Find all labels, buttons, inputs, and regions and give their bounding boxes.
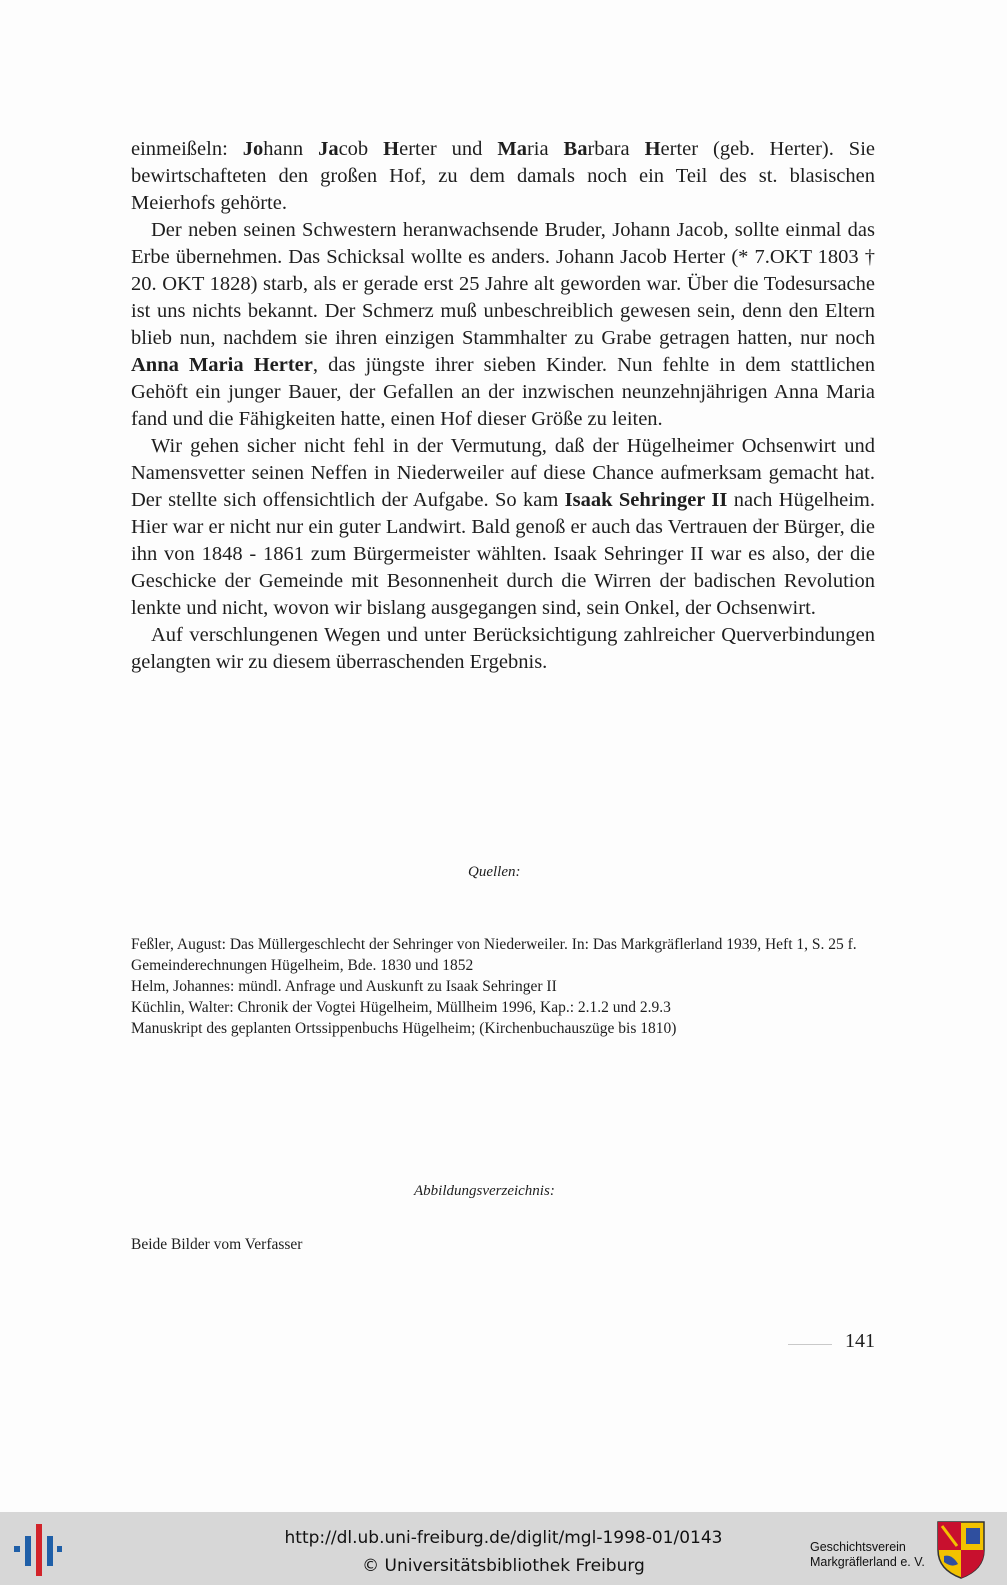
text-run: erter (geb. Herter). Sie bewirtschafteten den großen Hof, zu dem damals noch ein Teil des st. blasischen Meierhofs gehörte. [131, 138, 876, 214]
text-run: cob [338, 138, 384, 160]
bold-run: Jo [242, 138, 264, 160]
text-run: hann [263, 138, 319, 160]
text-run: , das jüngste ihrer sieben Kinder. Nun fehlte in dem stattlichen Gehöft ein junger Bauer, der Gefallen an der inzwischen neunzehnjährigen Anna Maria fand und die Fähigkeiten hatte, einen Hof dieser Größe zu leiten. [131, 354, 875, 430]
text-run: ria [526, 138, 564, 160]
text-run: einmeißeln: [131, 138, 243, 160]
sources-list [131, 934, 876, 1039]
society-name [810, 1540, 926, 1570]
text-run: Der neben seinen Schwestern heranwachsende Bruder, Johann Jacob, sollte einmal das Erbe übernehmen. Das Schicksal wollte es anders. Johann Jacob Herter (* 7.OKT 1803 † 20. OKT 1828) starb, als er gerade erst 25 Jahre alt geworden war. Über die Todesursache ist uns nichts bekannt. Der Schmerz muß unbeschreiblich gewesen sein, denn den Eltern blieb nun, nachdem sie ihren einzigen Stammhalter zu Grabe getragen hatten, nur noch [131, 219, 875, 349]
bold-run: Anna Maria Herter [131, 354, 313, 376]
source-entry: Manuskript des geplanten Ortssippenbuchs Hügelheim; (Kirchenbuchauszüge bis 1810) [131, 1020, 677, 1037]
society-line-1: Geschichtsverein [810, 1540, 906, 1554]
text-run: nach Hügelheim. Hier war er nicht nur ein guter Landwirt. Bald genoß er auch das Vertrauen der Bürger, die ihn von 1848 - 1861 zum Bürgermeister wählten. Isaak Sehringer II war es also, der die Geschicke der Gemeinde mit Besonnenheit durch die Wirren der badischen Revolution lenkte und nicht, wovon wir bislang ausgegangen sind, sein Onkel, der Ochsenwirt. [131, 489, 875, 619]
source-entry: Gemeinderechnungen Hügelheim, Bde. 1830 und 1852 [131, 957, 474, 974]
footer-url[interactable]: http://dl.ub.uni-freiburg.de/diglit/mgl-1998-01/0143 [284, 1528, 723, 1548]
figures-credit: Beide Bilder vom Verfasser [131, 1236, 303, 1253]
bold-run: H [644, 138, 661, 160]
coat-of-arms-icon [936, 1520, 986, 1580]
text-run: rbara [587, 138, 645, 160]
source-entry: Helm, Johannes: mündl. Anfrage und Auskunft zu Isaak Sehringer II [131, 978, 557, 995]
bold-run: Isaak Sehringer II [564, 489, 728, 511]
paragraph [131, 433, 875, 622]
text-run: Auf verschlungenen Wegen und unter Berücksichtigung zahlreicher Querverbindungen gelangten wir zu diesem überraschenden Ergebnis. [131, 624, 875, 673]
body-text [131, 136, 875, 676]
figures-heading: Abbildungsverzeichnis: [414, 1183, 555, 1199]
bold-run: H [383, 138, 400, 160]
bold-run: Ja [318, 138, 339, 160]
source-entry: Küchlin, Walter: Chronik der Vogtei Hügelheim, Müllheim 1996, Kap.: 2.1.2 und 2.9.3 [131, 999, 671, 1016]
text-run: erter und [399, 138, 498, 160]
paragraph [131, 136, 875, 217]
paragraph [131, 217, 875, 433]
text-run: Wir gehen sicher nicht fehl in der Vermutung, daß der Hügelheimer Ochsenwirt und Namensvetter seinen Neffen in Niederweiler auf diese Chance aufmerksam gemacht hat. Der stellte sich offensichtlich der Aufgabe. So kam [131, 435, 875, 511]
bold-run: Ma [497, 138, 527, 160]
paragraph [131, 622, 875, 676]
footer-copyright: © Universitätsbibliothek Freiburg [362, 1556, 645, 1576]
page-number: 141 [845, 1330, 875, 1352]
bold-run: Ba [563, 138, 588, 160]
sources-heading: Quellen: [468, 864, 521, 880]
page-number-rule [788, 1344, 832, 1345]
society-line-2: Markgräflerland e. V. [810, 1555, 925, 1569]
source-entry: Feßler, August: Das Müllergeschlecht der Sehringer von Niederweiler. In: Das Markgräflerland 1939, Heft 1, S. 25 f. [131, 936, 857, 953]
